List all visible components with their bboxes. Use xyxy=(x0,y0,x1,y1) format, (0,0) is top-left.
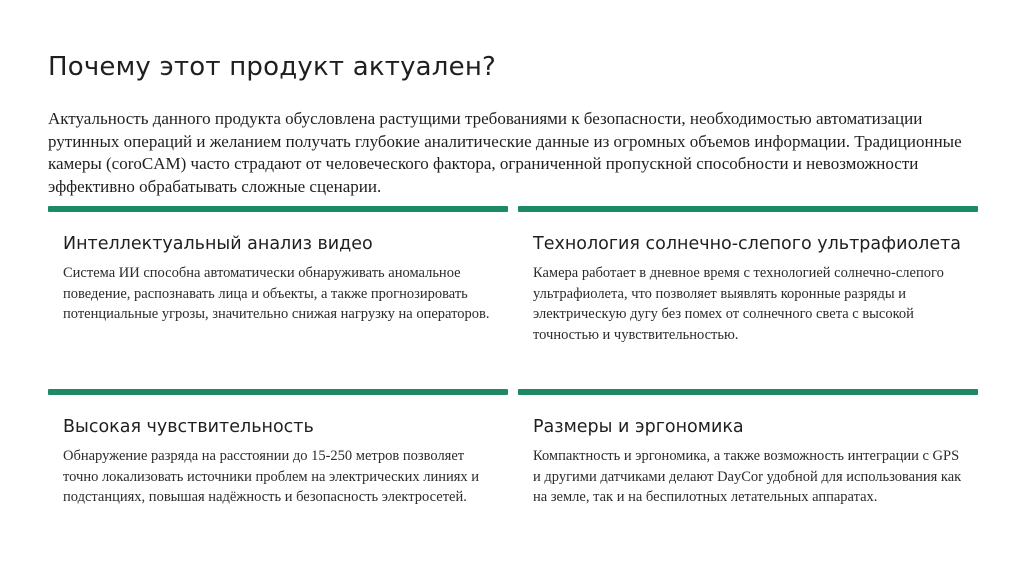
page-title: Почему этот продукт актуален? xyxy=(48,52,497,82)
card-accent-bar xyxy=(48,389,508,395)
card-accent-bar xyxy=(48,206,508,212)
feature-card-video-analytics xyxy=(48,206,508,325)
card-text: Обнаружение разряда на расстоянии до 15-250 метров позволяет точно локализовать источники проблем на электрических линиях и подстанциях, повышая надёжность и безопасность электросетей. xyxy=(63,448,480,505)
card-text: Камера работает в дневное время с технологией солнечно-слепого ультрафиолета, что позволяет выявлять коронные разряды и электрическую дугу без помех от солнечного света с высокой точностью и чувствительностью. xyxy=(533,265,944,343)
card-text: Система ИИ способна автоматически обнаруживать аномальное поведение, распознавать лица и объекты, а также прогнозировать потенциальные угрозы, значительно снижая нагрузку на операторов. xyxy=(63,265,490,322)
feature-card-ergonomics xyxy=(518,389,978,508)
feature-card-sensitivity xyxy=(48,389,508,508)
intro-paragraph: Актуальность данного продукта обусловлена растущими требованиями к безопасности, необходимостью автоматизации рутинных операций и желанием получать глубокие аналитические данные из огромных объемов информации. Традиционные камеры (coroCAM) часто страдают от человеческого фактора, ограниченной пропускной способности и невозможности эффективно обрабатывать сложные сценарии. xyxy=(48,109,962,196)
card-accent-bar xyxy=(518,389,978,395)
card-title: Высокая чувствительность xyxy=(63,417,314,437)
card-title: Размеры и эргономика xyxy=(533,417,744,437)
card-title: Технология солнечно-слепого ультрафиолета xyxy=(533,234,962,254)
card-accent-bar xyxy=(518,206,978,212)
feature-card-solar-blind-uv xyxy=(518,206,978,345)
card-title: Интеллектуальный анализ видео xyxy=(63,234,373,254)
card-text: Компактность и эргономика, а также возможность интеграции с GPS и другими датчиками делают DayCor удобной для использования как на земле, так и на беспилотных летательных аппаратах. xyxy=(533,448,962,505)
